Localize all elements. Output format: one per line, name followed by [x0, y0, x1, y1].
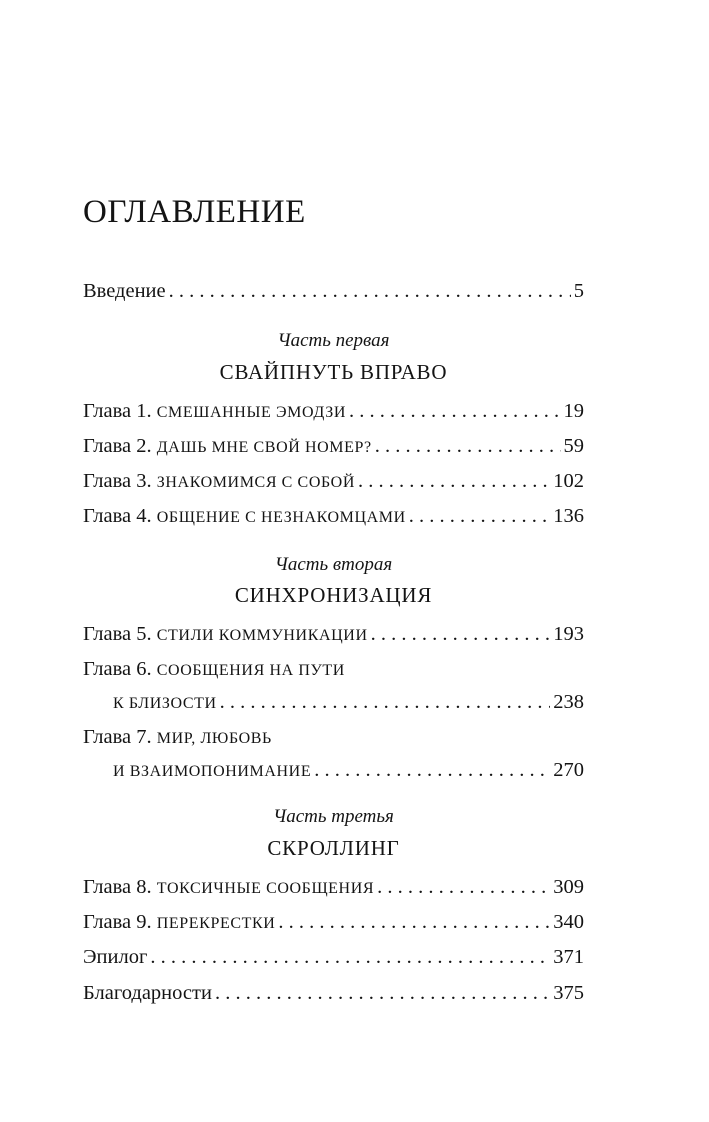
chapter-number: Глава 8. — [83, 876, 152, 898]
entry-label: Благодарности — [83, 982, 212, 1004]
chapter-number: Глава 4. — [83, 505, 152, 527]
chapter-number: Глава 9. — [83, 911, 152, 933]
toc-entry-chapter-3[interactable] — [83, 467, 584, 495]
page-number: 136 — [553, 505, 584, 527]
toc-entry-chapter-9[interactable] — [83, 908, 584, 936]
dot-leader — [278, 908, 550, 936]
chapter-number: Глава 3. — [83, 470, 152, 492]
chapter-number: Глава 7. — [83, 726, 152, 748]
page-number: 309 — [553, 876, 584, 898]
dot-leader — [409, 502, 550, 530]
dot-leader — [377, 873, 550, 901]
chapter-title: ОБЩЕНИЕ С НЕЗНАКОМЦАМИ — [156, 509, 406, 526]
dot-leader — [371, 620, 551, 648]
toc-entry-acknowledgements[interactable] — [83, 979, 584, 1007]
page-number: 270 — [553, 759, 584, 781]
part-title: СВАЙПНУТЬ ВПРАВО — [219, 360, 448, 384]
chapter-title: ПЕРЕКРЕСТКИ — [156, 915, 276, 932]
part-label: Часть первая — [277, 330, 390, 351]
page-number: 102 — [553, 470, 584, 492]
part-title: СКРОЛЛИНГ — [267, 836, 400, 860]
part-label: Часть третья — [273, 806, 394, 827]
chapter-title-cont: К БЛИЗОСТИ — [113, 695, 217, 712]
dot-leader — [375, 432, 561, 460]
chapter-number: Глава 1. — [83, 400, 152, 422]
entry-label: Эпилог — [83, 946, 148, 968]
dot-leader — [150, 943, 550, 971]
page-number: 193 — [553, 623, 584, 645]
page-number: 375 — [553, 982, 584, 1004]
toc-entry-chapter-7[interactable] — [83, 723, 584, 751]
dot-leader — [220, 688, 551, 716]
chapter-title: ЗНАКОМИМСЯ С СОБОЙ — [156, 474, 355, 491]
page-number: 238 — [553, 691, 584, 713]
toc-entry-chapter-1[interactable] — [83, 397, 584, 425]
chapter-title-cont: И ВЗАИМОПОНИМАНИЕ — [113, 763, 312, 780]
entry-label: Введение — [83, 280, 166, 302]
page-number: 5 — [573, 280, 584, 302]
page-number: 59 — [563, 435, 584, 457]
part-title: СИНХРОНИЗАЦИЯ — [234, 583, 433, 607]
toc-entry-intro[interactable] — [83, 277, 584, 305]
chapter-title: ТОКСИЧНЫЕ СООБЩЕНИЯ — [156, 880, 375, 897]
toc-entry-chapter-2[interactable] — [83, 432, 584, 460]
toc-entry-chapter-5[interactable] — [83, 620, 584, 648]
chapter-title: МИР, ЛЮБОВЬ — [156, 730, 272, 747]
toc-entry-chapter-7-cont[interactable] — [113, 756, 584, 784]
part-label: Часть вторая — [274, 554, 393, 575]
chapter-title: СТИЛИ КОММУНИКАЦИИ — [156, 627, 368, 644]
toc-entry-epilogue[interactable] — [83, 943, 584, 971]
dot-leader — [215, 979, 550, 1007]
page-number: 19 — [563, 400, 584, 422]
chapter-number: Глава 5. — [83, 623, 152, 645]
dot-leader — [169, 277, 571, 305]
chapter-title: СМЕШАННЫЕ ЭМОДЗИ — [156, 404, 347, 421]
page-number: 340 — [553, 911, 584, 933]
toc-entry-chapter-8[interactable] — [83, 873, 584, 901]
dot-leader — [314, 756, 550, 784]
page-title: ОГЛАВЛЕНИЕ — [83, 194, 306, 230]
chapter-number: Глава 6. — [83, 658, 152, 680]
toc-entry-chapter-6[interactable] — [83, 655, 584, 683]
dot-leader — [358, 467, 550, 495]
toc-entry-chapter-6-cont[interactable] — [113, 688, 584, 716]
chapter-number: Глава 2. — [83, 435, 152, 457]
chapter-title: ДАШЬ МНЕ СВОЙ НОМЕР? — [156, 439, 372, 456]
chapter-title: СООБЩЕНИЯ НА ПУТИ — [156, 662, 345, 679]
dot-leader — [349, 397, 560, 425]
toc-entry-chapter-4[interactable] — [83, 502, 584, 530]
page-number: 371 — [553, 946, 584, 968]
